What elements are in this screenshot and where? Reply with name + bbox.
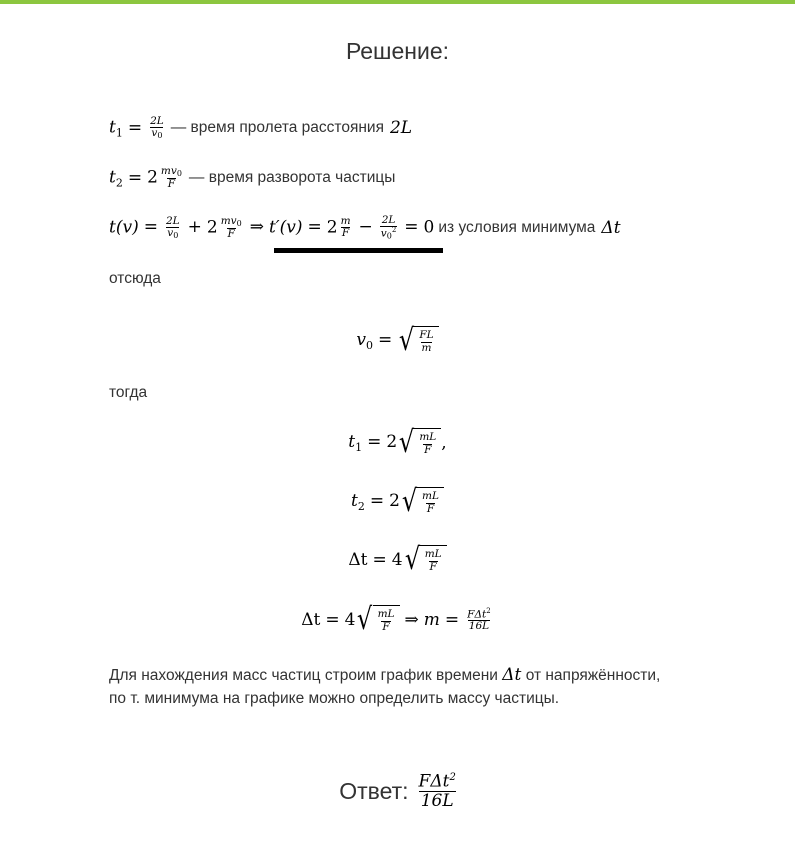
formula-delta-t: Δt = 4 √ $\frac{mL}{F}$ — [0, 545, 795, 575]
sqrt-v0: √ $\frac{FL}{m}$ — [397, 326, 438, 356]
t2-description: — время разворота частицы — [188, 169, 396, 187]
formula-v0: $v_0$ = √ $\frac{FL}{m}$ — [0, 326, 795, 356]
page-title: Решение: — [345, 38, 450, 64]
formula-line-t1 — [109, 116, 412, 140]
formula-tv: t(v) = $\frac{2L}{v0}$ + 2 $\frac{mv0}{F}$ ⇒ t′(v) = 2 $\frac{m}{F}$ − $\frac{2L}{v0^2}$ = 0 — [109, 214, 435, 241]
text-togda: тогда — [109, 384, 148, 401]
t1-description: — время пролета расстояния — [170, 119, 384, 137]
top-accent-bar — [0, 0, 795, 4]
text-otsyuda: отсюда — [109, 270, 161, 287]
conclusion-paragraph — [109, 664, 660, 710]
answer-formula: FΔt$^2$ 16L — [418, 771, 456, 812]
formula-t2: $t_2 = 2$ $\frac{mv0}{F}$ — [109, 165, 182, 191]
highlight-underline — [274, 248, 443, 253]
formula-mass: Δt = 4 √ $\frac{mL}{F}$ ⇒ m = $\frac{F\Delta t^2}{16L}$ — [301, 602, 491, 637]
answer-label: Ответ: — [339, 778, 409, 805]
formula-line-t2 — [109, 166, 395, 190]
distance-symbol: 2L — [389, 118, 413, 139]
formula-t2-result: $t_2 = 2$ √ $\frac{mL}{F}$ — [0, 487, 795, 517]
formula-line-tv — [109, 215, 621, 241]
formula-t1-result: $t_1 = 2$ √ $\frac{mL}{F}$ , — [348, 425, 447, 460]
conclusion-line-1: Для нахождения масс частиц строим график времени Δt от напряжённости, — [109, 665, 661, 685]
minimum-condition-text: из условия минимума — [438, 218, 596, 236]
delta-t-symbol: Δt — [601, 217, 621, 238]
answer-block — [0, 772, 795, 811]
formula-t1: $t_1$ = $\frac{2L}{v_0}$ — [109, 115, 164, 141]
conclusion-line-2: по т. минимума на графике можно определить массу частицы. — [109, 690, 560, 707]
